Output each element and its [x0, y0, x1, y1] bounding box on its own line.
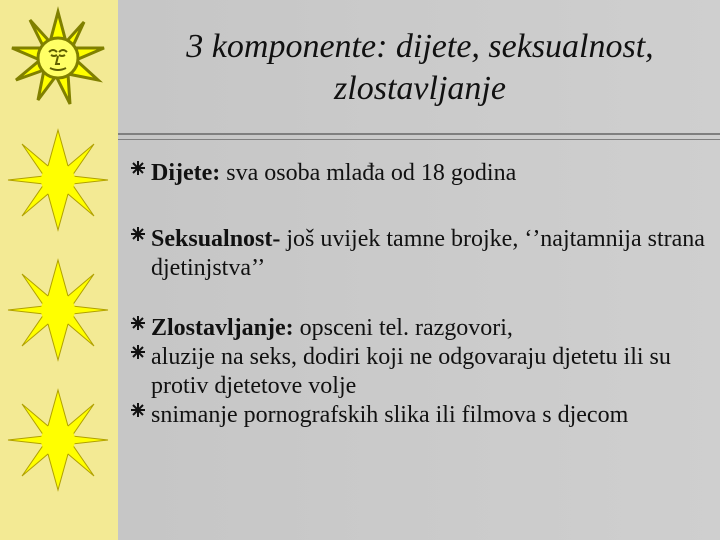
bullet-text: opsceni tel. razgovori, [293, 315, 513, 341]
asterisk-bullet-icon [130, 160, 146, 176]
bullet-label: Seksualnost- [151, 226, 281, 252]
bullet-item [130, 343, 710, 401]
sun-icon [8, 390, 108, 490]
bullet-item [130, 159, 710, 188]
asterisk-bullet-icon [130, 226, 146, 242]
sun-decoration [0, 0, 118, 540]
bullet-item [130, 225, 710, 283]
bullet-label: Zlostavljanje: [151, 315, 294, 341]
bullet-label: Dijete: [151, 160, 221, 186]
bullet-list [130, 159, 710, 430]
bullet-item [130, 314, 710, 343]
slide-title: 3 komponente: dijete, seksualnost, zlostavljanje [186, 28, 654, 107]
asterisk-bullet-icon [130, 344, 146, 360]
sun-face-icon [12, 12, 104, 104]
sun-icon [8, 260, 108, 360]
bullet-item [130, 401, 710, 430]
asterisk-bullet-icon [130, 315, 146, 331]
bullet-text: još uvijek tamne brojke, ‘’najtamnija strana djetinjstva’’ [151, 226, 705, 281]
bullet-text: sva osoba mlađa od 18 godina [220, 160, 517, 186]
sun-icon [8, 130, 108, 230]
asterisk-bullet-icon [130, 402, 146, 418]
bullet-text: snimanje pornografskih slika ili filmova s djecom [151, 402, 629, 428]
bullet-text: aluzije na seks, dodiri koji ne odgovaraju djetetu ili su protiv djetetove volje [151, 344, 671, 399]
title-divider [118, 133, 720, 141]
